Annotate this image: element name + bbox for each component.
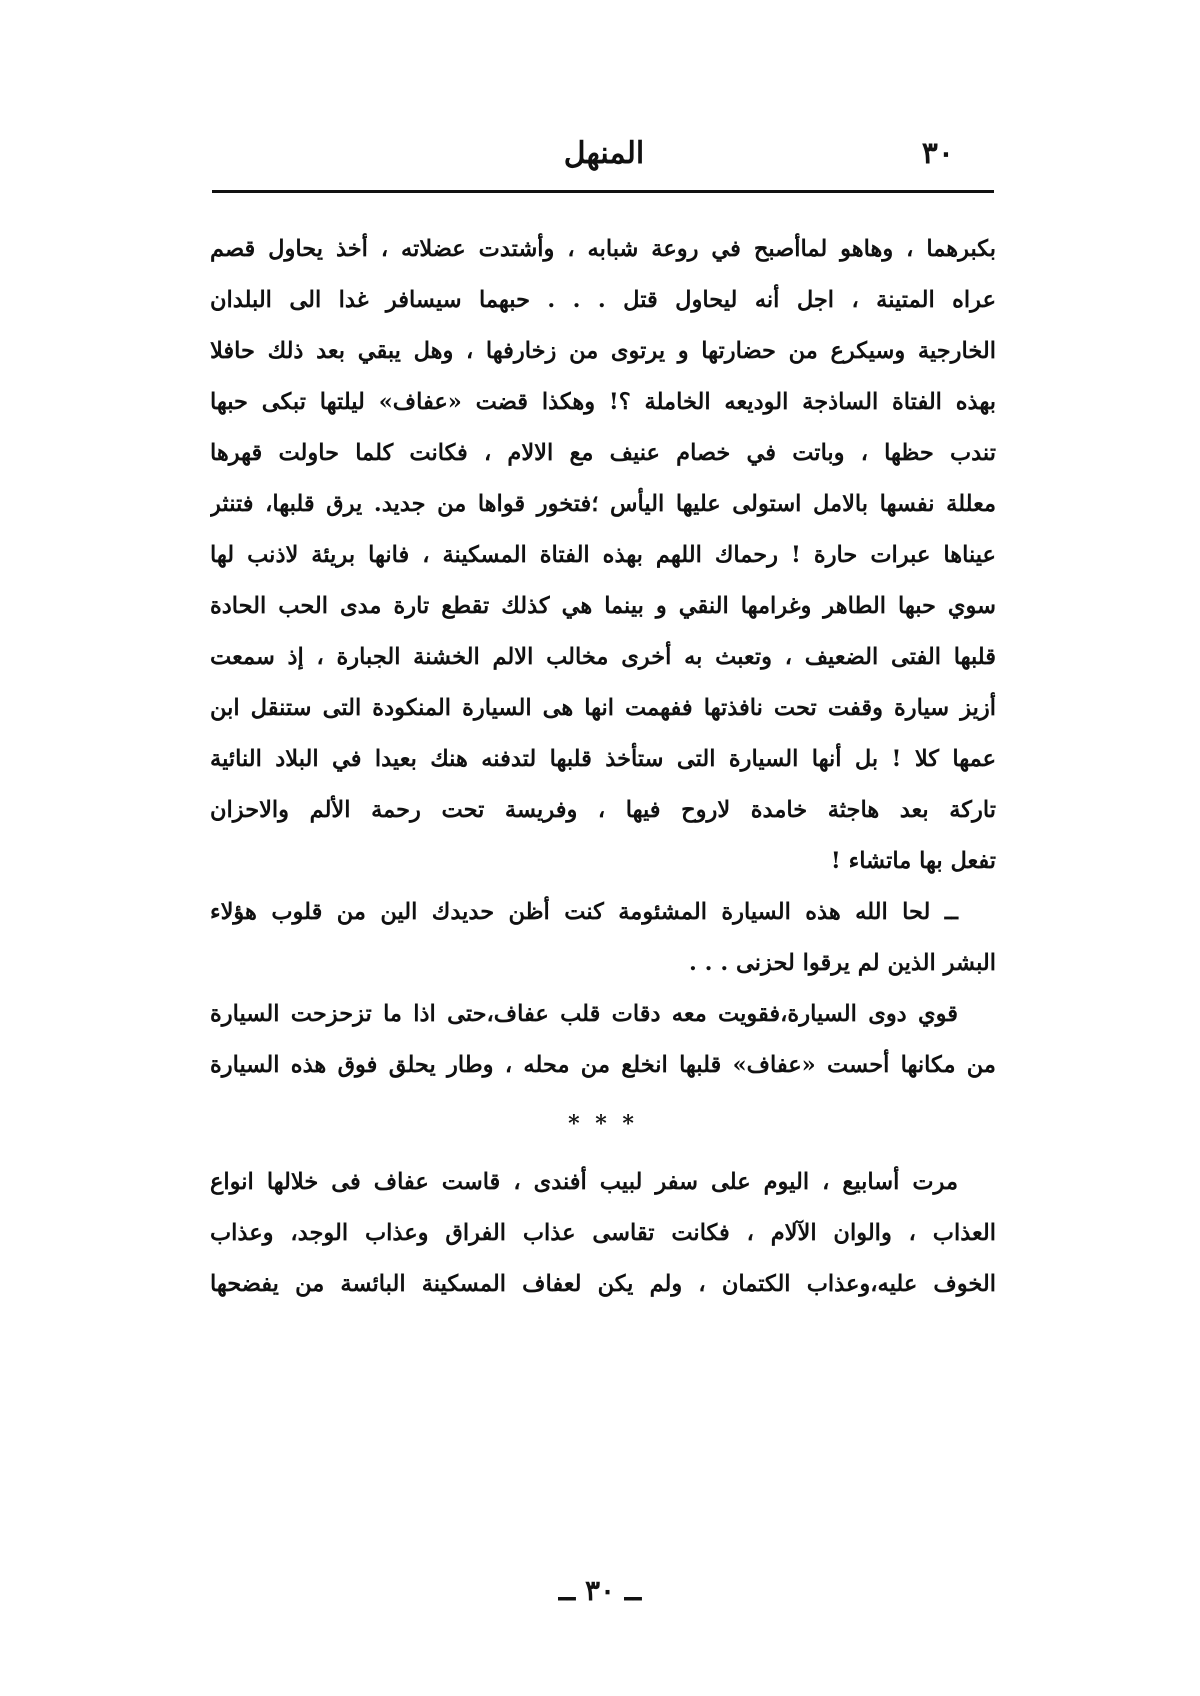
running-title: المنهل — [563, 136, 645, 171]
section-separator: * * * — [568, 1111, 638, 1137]
text-line: تاركة بعد هاجثة خامدة لاروح فيها ، وفريسة تحت رحمة الألم والاحزان — [210, 797, 996, 823]
header-rule — [212, 190, 994, 193]
text-line: تندب حظها ، وباتت في خصام عنيف مع الالام ، فكانت كلما حاولت قهرها — [210, 440, 996, 466]
text-line: سوي حبها الطاهر وغرامها النقي و بينما هي كذلك تقطع تارة مدى الحب الحادة — [210, 593, 996, 619]
text-line: من مكانها أحست «عفاف» قلبها انخلع من محله ، وطار يحلق فوق هذه السيارة — [210, 1052, 996, 1078]
footer-page-number: ــ ٣٠ ــ — [558, 1574, 642, 1607]
text-line: مرت أسابيع ، اليوم على سفر لبيب أفندى ، قاست عفاف فى خلالها انواع — [210, 1169, 958, 1195]
text-line: العذاب ، والوان الآلام ، فكانت تقاسى عذاب الفراق وعذاب الوجد، وعذاب — [210, 1220, 996, 1246]
text-line: أزيز سيارة وقفت تحت نافذتها ففهمت انها هى السيارة المنكودة التى ستنقل ابن — [210, 695, 996, 721]
text-line: عيناها عبرات حارة ! رحماك اللهم بهذه الفتاة المسكينة ، فانها بريئة لاذنب لها — [210, 542, 996, 568]
text-line: معللة نفسها بالامل استولى عليها اليأس ؛فتخور قواها من جديد. يرق قلبها، فتنثر — [210, 491, 996, 517]
text-line: تفعل بها ماتشاء ! — [830, 848, 996, 874]
text-line: بكبرهما ، وهاهو لماأصبح في روعة شبابه ، وأشتدت عضلاته ، أخذ يحاول قصم — [210, 236, 996, 262]
page-header — [214, 128, 994, 178]
text-line: بهذه الفتاة الساذجة الوديعه الخاملة ؟! وهكذا قضت «عفاف» ليلتها تبكى حبها — [210, 389, 996, 415]
text-line: ــ لحا الله هذه السيارة المشئومة كنت أظن حديدك الين من قلوب هؤلاء — [210, 899, 958, 925]
body-text — [210, 224, 996, 1310]
text-line: الخارجية وسيكرع من حضارتها و يرتوى من زخارفها ، وهل يبقي بعد ذلك حافلا — [210, 338, 996, 364]
header-page-number: ٣٠ — [921, 136, 954, 171]
text-line: قوي دوى السيارة،فقويت معه دقات قلب عفاف،حتى اذا ما تزحزحت السيارة — [210, 1001, 958, 1027]
text-line: قلبها الفتى الضعيف ، وتعبث به أخرى مخالب الالم الخشنة الجبارة ، إذ سمعت — [210, 644, 996, 670]
text-line: البشر الذين لم يرقوا لحزنى . . . — [689, 950, 996, 976]
text-line: الخوف عليه،وعذاب الكتمان ، ولم يكن لعفاف المسكينة البائسة من يفضحها — [210, 1271, 996, 1297]
text-line: عمها كلا ! بل أنها السيارة التى ستأخذ قلبها لتدفنه هنك بعيدا في البلاد النائية — [210, 746, 996, 772]
text-line: عراه المتينة ، اجل أنه ليحاول قتل . . . حبهما سيسافر غدا الى البلدان — [210, 287, 996, 313]
